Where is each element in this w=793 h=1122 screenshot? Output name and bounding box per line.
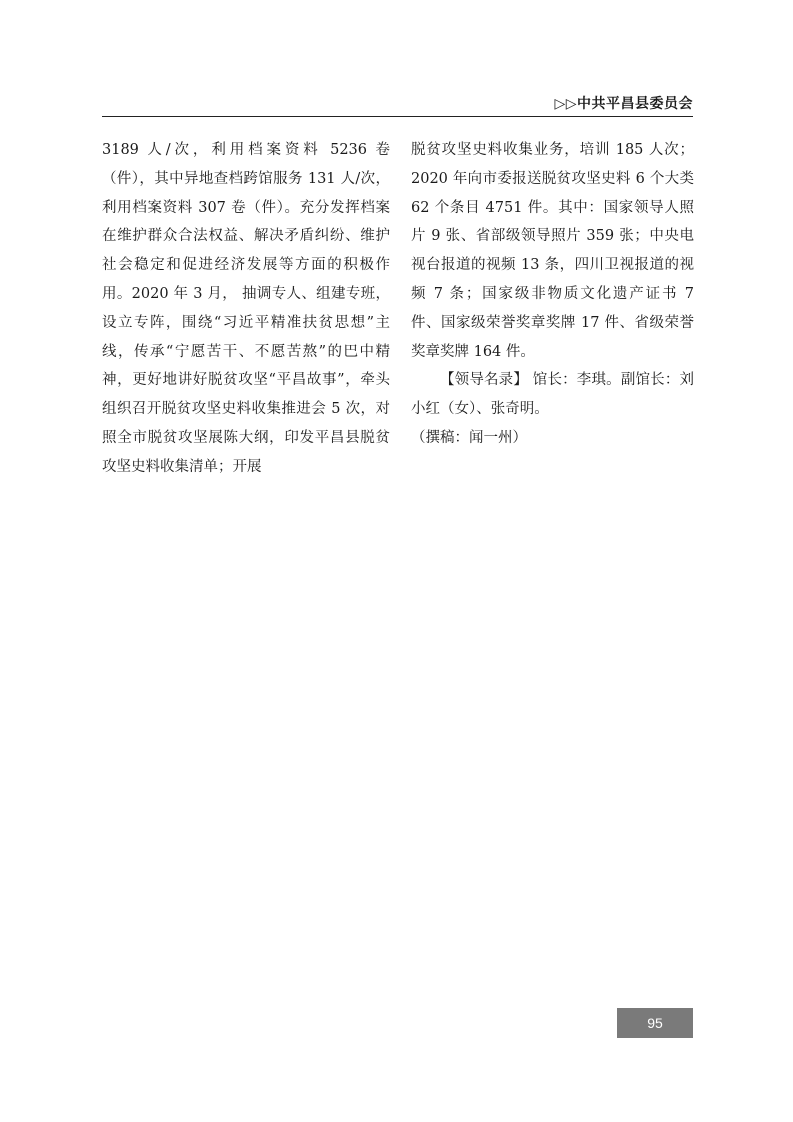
page-number: 95 bbox=[647, 1015, 663, 1031]
header-title: ▷▷中共平昌县委员会 bbox=[554, 96, 693, 112]
right-column-paragraph: 脱贫攻坚史料收集业务，培训 185 人次；2020 年向市委报送脱贫攻坚史料 6 个大类 62 个条目 4751 件。其中：国家领导人照片 9 张、省部级领导照片 359 张；中央电视台报道的视频 13 条，四川卫视报道的视频 7 条；国家级非物质文化遗产证书 7 件、国家级荣誉奖章奖牌 17 件、省级荣誉奖章奖牌 164 件。 bbox=[411, 142, 694, 360]
running-header bbox=[102, 91, 693, 117]
left-column-paragraph: 3189 人/次，利用档案资料 5236 卷（件），其中异地查档跨馆服务 131 人/次，利用档案资料 307 卷（件）。充分发挥档案在维护群众合法权益、解决矛盾纠纷、维护社会稳定和促进经济发展等方面的积极作用。2020 年 3 月， 抽调专人、组建专班，设立专阵，围绕“习近平精准扶贫思想”主线，传承“宁愿苦干、不愿苦熬”的巴中精神，更好地讲好脱贫攻坚“平昌故事”，牵头组织召开脱贫攻坚史料收集推进会 5 次，对照全市脱贫攻坚展陈大纲，印发平昌县脱贫攻坚史料收集清单；开展 bbox=[102, 142, 390, 475]
right-column bbox=[411, 136, 699, 453]
header-rule bbox=[102, 116, 693, 117]
author-credit: （撰稿：闻一州） bbox=[411, 429, 527, 446]
leaders-paragraph: 【领导名录】 馆长：李琪。副馆长：刘小红（女）、张奇明。 bbox=[411, 372, 694, 418]
left-column bbox=[102, 136, 390, 482]
page-number-box bbox=[617, 1008, 693, 1038]
